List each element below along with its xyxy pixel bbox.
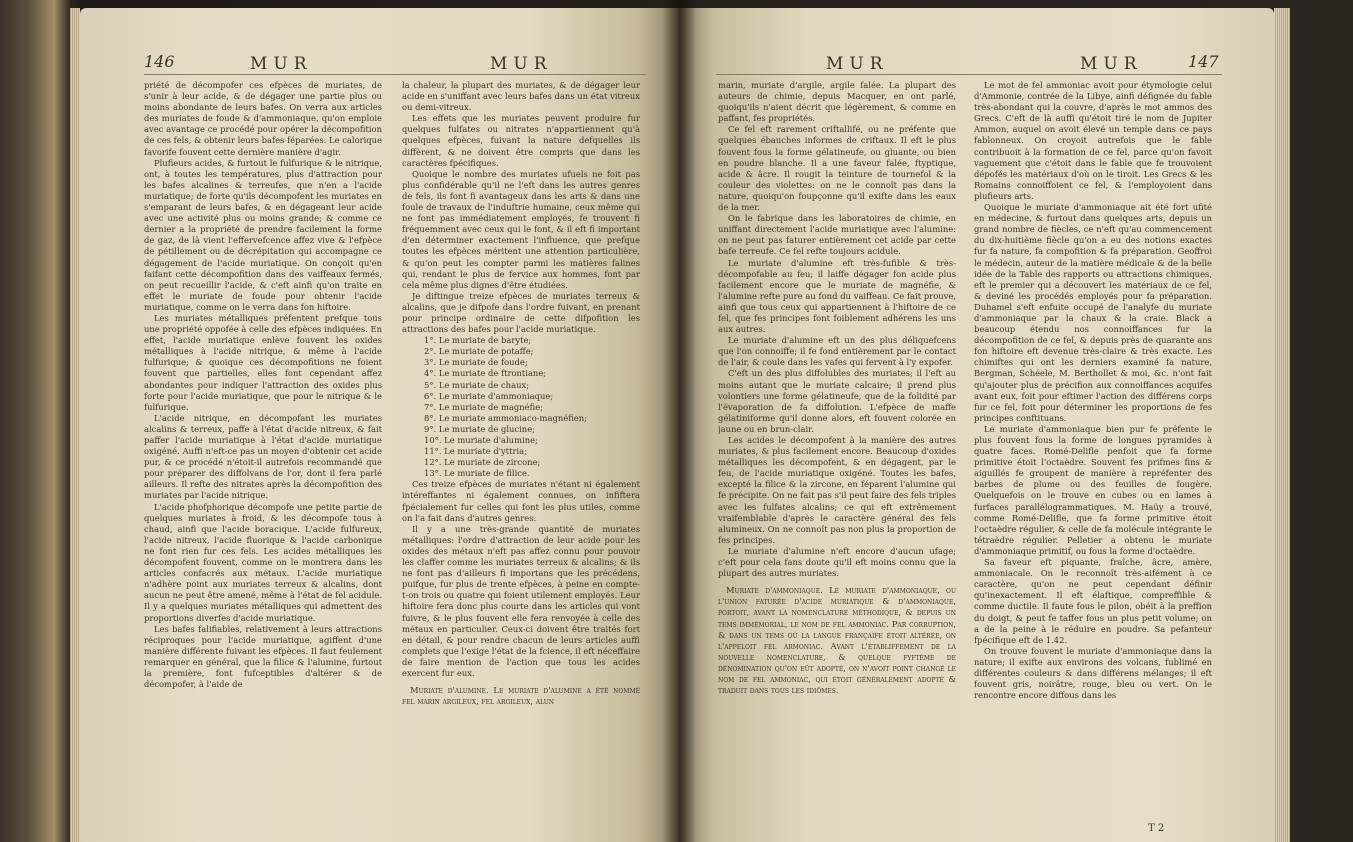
paragraph: Quoique le nombre des muriates ufuels ne foit pas plus confidérable qu'il ne l'eft dans les autres genres de fels, ils font fi avantageux dans les arts & dans une foule de travaux de l'induftrie humaine, ceux même qui ne font pas immédiatement employés, fe trouvent fi fréquemment avec ceux qui le font, & il eft fi important d'en déterminer exactement l'influence, que prefque toutes les efpèces méritent une attention particulière, & qu'on peut les compter parmi les matières falines qui, rendant le plus de fervice aux hommes, font par cela même plus dignes d'être étudiées. [402, 168, 640, 290]
paragraph: Ce fel eft rarement criftallifé, ou ne préfente que quelques ébauches informes de criftaux. Il eft le plus fouvent fous la forme gélatineufe, ou gluante, ou bien en poudre blanche. Il a une faveur falée, ftyptique, acide & âcre. Il rougit la teinture de tournefol & la couleur des violettes: on ne le connoît pas dans la nature, quoiqu'on foupçonne qu'il exifte dans les eaux de la mer. [718, 124, 956, 213]
list-item: 2°. Le muriate de potaffe; [424, 346, 534, 357]
paragraph: Le muriate d'alumine eft très-fufible & très-décompofable au feu; il laiffe dégager fon acide plus facilement encore que le muriate de magnéfie, & l'alumine refte pure au fond du vaiffeau. Ce fait prouve, ainfi que tous ceux qui appartiennent à l'hiftoire de ce fel, que fes principes font foiblement adhérens les uns aux autres. [718, 257, 956, 335]
left-column-1 [144, 80, 382, 840]
right-column-1 [718, 80, 956, 840]
list-item: 8°. Le muriate ammoniaco-magnéfien; [424, 412, 587, 423]
list-item: 9°. Le muriate de glucine; [424, 423, 535, 434]
paragraph: On trouve fouvent le muriate d'ammoniaque dans la nature; il exifte aux environs des volcans, fublimé en différentes couleurs & dans différens mélanges; il eft fouvent gris, noirâtre, rouge, bleu ou vert. On le rencontre encore diffous dans les [974, 645, 1212, 701]
paragraph: Les acides le décompofent à la manière des autres muriates, & plus facilement encore. Beaucoup d'oxides métalliques les décompofent, & en dégagent, par le feu, de l'acide muriatique oxigéné. Toutes les bafes, excepté la filice & la zircone, en féparent l'alumine qui fe précipite. On ne fait pas s'il peut faire des fels triples avec les fulfates alcalins; ce qui eft extrêmement vraifemblable d'après le caractère général des fels alumineux. On ne connoît pas non plus la proportion de fes principes. [718, 435, 956, 545]
list-item: 7°. Le muriate de magnéfie; [424, 401, 544, 412]
header-rule-right [716, 74, 1222, 75]
paragraph: Ces treize efpèces de muriates n'étant ni également intéreffantes ni également connues, on infiftera fpécialement fur celles qui font les plus utiles, comme on l'a fait dans d'autres genres. [402, 479, 640, 523]
list-item: 1°. Le muriate de baryte; [424, 335, 532, 346]
paragraph: Il y a une très-grande quantité de muriates métalliques: l'ordre d'attraction de leur acide pour les oxides des métaux n'eft pas affez connu pour pouvoir les claffer comme les muriates terreux & alcalins; & ils ne font pas d'ailleurs fi importans que les précédens, puifque, fur plus de trente efpèces, à peine en compte-t-on trois ou quatre qui foient utilement employés. Leur hiftoire fera donc plus courte dans les articles qui vont fuivre, & le plus fouvent elle fera renvoyée à celle des métaux en particulier. Ceux-ci doivent être traités fort en détail, & pour rendre chacun de leurs articles auffi complets que l'exige l'état de la fcience, il eft néceffaire de faire mention de l'action que tous les acides exercent fur eux. [402, 523, 640, 678]
running-head-left-1: MUR [250, 54, 313, 74]
paragraph: Le mot de fel ammoniac avoit pour étymologie celui d'Ammonie, contrée de la Libye, ainfi défignée du fable très-abondant qui la couvre, d'après le mot ammos des Grecs. C'eft de là auffi qu'étoit tiré le nom de Jupiter Ammon, auquel on avoit élevé un temple dans ce pays fablonneux. On croyoit autrefois que le fable contribuoit à la formation de ce fel, parce qu'on favoit vaguement que c'étoit dans le fable que fe trouvoient dépofés les matériaux d'où on le tiroit. Les Grecs & les Romains connoiffoient ce fel, & l'employoient dans plufieurs arts. [974, 80, 1212, 201]
paragraph: Les muriates métalliques préfentent prefque tous une propriété oppofée à celle des efpèces indiquées. En effet, l'acide muriatique enlève fouvent les oxides métalliques à l'acide nitrique, & même à l'acide fulfurique; & quoique ces décompofitions ne foient fouvent que partielles, elles font cependant affez abondantes pour indiquer l'attraction des oxides plus forte pour l'acide muriatique, que pour le nitrique & le fulfurique. [144, 312, 382, 412]
list-item: 5°. Le muriate de chaux; [424, 379, 530, 390]
section-heading: Muriate d'ammoniaque. Le muriate d'ammoniaque, ou l'union faturée d'acide muriatique & d'ammoniaque, portoit, avant la nomenclature méthodique, & depuis un tems immémorial, le nom de fel ammoniac. Par corruption, & dans un tems où la langue françaife étoit altérée, on l'appeloit fel armoniac. Avant l'établiffement de la nouvelle nomenclature, & quelque fyftème de dénomination qu'on eût adopté, on n'avoit point changé le nom de fel ammoniac, qui étoit généralement adopté & traduit dans tous les idiômes. [718, 585, 956, 696]
paragraph: Le muriate d'alumine n'eft encore d'aucun ufage; c'eft pour cela fans doute qu'il eft moins connu que la plupart des autres muriates. [718, 545, 956, 579]
paragraph: priété de décompofer ces efpèces de muriates, de s'unir à leur acide, & de dégager une partie plus ou moins abondante de leurs bafes. On verra aux articles des muriates de foude & d'ammoniaque, qu'on emploie avec avantage ce procédé pour opérer la décompofition de ces fels, & obtenir leurs bafes féparées. Le calorique favorife fouvent cette dernière manière d'agir. [144, 80, 382, 157]
paragraph: Le muriate d'ammoniaque bien pur fe préfente le plus fouvent fous la forme de longues pyramides à quatre faces. Romé-Delifle penfoit que fa forme primitive étoit l'octaèdre. Souvent fes prifmes fins & aiguillés fe groupent de manière à repréfenter des barbes de plume ou des feuilles de fougère. Quelquefois on le trouve en cubes ou en lames à furfaces parallélogrammatiques. M. Haüy a trouvé, comme Romé-Delifle, que fa forme primitive étoit l'octaèdre régulier, & celle de fa molécule intégrante le tétraèdre régulier. Pelletier a obtenu le muriate d'ammoniaque primitif, ou fous la forme d'octaèdre. [974, 423, 1212, 556]
paragraph: Quoique le muriate d'ammoniaque ait été fort ufité en médecine, & furtout dans quelques arts, depuis un grand nombre de fiècles, ce n'eft qu'au commencement du dix-huitième fiècle qu'on a eu des notions exactes fur fa nature, fa compofition & fa préparation. Geoffroi le médecin, auteur de la matière médicale & de la belle idée de la Table des rapports ou attractions chimiques, eft le premier qui a découvert les matériaux de ce fel, & deviné les procédés employés pour fa préparation. Duhamel s'eft enfuite occupé de l'analyfe du muriate d'ammoniaque par la chaux & la craie. Black a beaucoup étendu nos connoiffances fur la décompofition de ce fel, & depuis près de quarante ans fon hiftoire eft devenue très-claire & très exacte. Les chimiftes qui ont les derniers examiné fa nature, Bergman, Schéele, M. Berthollet & moi, &c. n'ont fait qu'ajouter plus de précifion aux connoiffances acquifes avant eux, foit pour eftimer l'action des différens corps fur ce fel, foit pour déterminer les proportions de fes principes conftituans. [974, 202, 1212, 423]
list-item: 3°. Le muriate de foude; [424, 357, 528, 368]
page-edges-left [70, 8, 80, 842]
page-number-right: 147 [1188, 52, 1219, 71]
paragraph: C'eft un des plus diffolubles des muriates; il l'eft au moins autant que le muriate calcaire; il prend plus volontiers une forme gélatineufe, que de la folidité par l'évaporation de fa diffolution. L'efpèce de maffe gélatiniforme qu'il donne alors, eft fouvent colorée en jaune ou en brun-clair. [718, 368, 956, 434]
list-item: 13°. Le muriate de filice. [424, 468, 530, 479]
left-column-2 [402, 80, 640, 840]
paragraph: la chaleur, la plupart des muriates, & de dégager leur acide en s'uniffant avec leurs bafes dans un état vitreux ou demi-vitreux. [402, 80, 640, 113]
paragraph: Le muriate d'alumine eft un des plus déliquefcens que l'on connoiffe; il fe fond entièrement par le contact de l'air, & coule dans les vafes qui fervent à l'y expofer. [718, 335, 956, 368]
running-head-left-2: MUR [490, 54, 553, 74]
paragraph: On le fabrique dans les laboratoires de chimie, en uniffant directement l'acide muriatique avec l'alumine: on ne peut pas faturer entièrement cet acide par cette bafe terreufe. Ce fel refte toujours acidule. [718, 213, 956, 257]
paragraph: Je diftingue treize efpèces de muriates terreux & alcalins, que je difpofe dans l'ordre fuivant, en prenant pour principe ordinaire de cette difpofition les attractions des bafes pour l'acide muriatique. [402, 290, 640, 335]
left-page [80, 8, 678, 842]
paragraph: Plufieurs acides, & furtout le fulfurique & le nitrique, ont, à toutes les températures, plus d'attraction pour les bafes alcalines & terreufes, que n'en a l'acide muriatique; de forte qu'ils décompofent les muriates en s'emparant de leurs bafes, & en dégageant leur acide avec une activité plus ou moins grande; & comme ce dernier a la propriété de prendre facilement la forme de gaz, de là vient l'effervefcence affez vive & l'efpèce de pétillement ou de décrépitation qui accompagne ce dégagement de l'acide muriatique. On conçoit qu'en faifant cette décompofition dans des vaiffeaux fermés, on peut recueillir l'acide, & c'eft ainfi qu'on traite en effet le muriate de foude pour obtenir l'acide muriatique, comme on le verra dans fon hiftoire. [144, 157, 382, 312]
list-item: 4°. Le muriate de ftrontiane; [424, 368, 547, 379]
paragraph: Sa faveur eft piquante, fraîche, âcre, amère, ammoniacale. On le reconnoît très-aifément à ce caractère, qu'on ne peut cependant définir qu'inexactement. Il eft élaftique, compreffible & comme ductile. Il faute fous le pilon, obéit à la preffion du doigt, & peut fe taffer fous un plus petit volume; on a de la peine à le réduire en poudre. Sa pefanteur fpécifique eft de 1.42. [974, 557, 1212, 645]
paragraph: L'acide nitrique, en décompofant les muriates alcalins & terreux, paffe à l'état d'acide nitreux, & fait paffer l'acide muriatique à l'état d'acide muriatique oxigéné. Auffi n'eft-ce pas un moyen d'obtenir cet acide pur, & ce procédé n'étoit-il autrefois recommandé que pour préparer des diffolvans de l'or, dont il fera parlé ailleurs. Il refte des nitrates après la décompofition des muriates par l'acide nitrique. [144, 412, 382, 501]
book-gutter [662, 0, 696, 842]
paragraph: Les effets que les muriates peuvent produire fur quelques fulfates ou nitrates n'appartiennent qu'à quelques efpèces, fuivant la nature defquelles ils diffèrent, & ne doivent être compris que dans les caractères fpécifiques. [402, 113, 640, 168]
page-edges-right [1274, 8, 1290, 842]
signature-mark: T 2 [1148, 823, 1165, 834]
list-item: 12°. Le muriate de zircone; [424, 457, 541, 468]
section-heading: Muriate d'alumine. Le muriate d'alumine a été nommé fel marin argileux, fel argileux, alun [402, 685, 640, 707]
header-rule-left [144, 74, 646, 75]
running-head-right-2: MUR [1080, 54, 1143, 74]
page-number-left: 146 [144, 52, 175, 71]
paragraph: marin, muriate d'argile, argile falée. La plupart des auteurs de chimie, depuis Macquer, en ont parlé, quoiqu'ils n'aient décrit que légèrement, & comme en paffant, fes propriétés. [718, 80, 956, 124]
list-item: 6°. Le muriate d'ammoniaque; [424, 390, 554, 401]
paragraph: L'acide phofphorique décompofe une petite partie de quelques muriates à froid, & les décompofe tous à chaud, ainfi que l'acide boracique. L'acide fulfureux, l'acide nitreux, l'acide fluorique & l'acide carbonique ne font rien fur ces fels. Les acides métalliques les décompofent fouvent, comme on le montrera dans les articles confacrés aux métaux. L'acide muriatique n'adhère point aux muriates terreux & alcalins, dont aucun ne peut être amené, même à l'état de fel acidule. Il y a quelques muriates métalliques qui admettent des proportions diverfes d'acide muriatique. [144, 501, 382, 623]
right-column-2 [974, 80, 1212, 840]
paragraph: Les bafes falifiables, relativement à leurs attractions réciproques pour l'acide muriatique, agiffent d'une manière différente fuivant les efpèces. Il faut feulement remarquer en général, que la filice & l'alumine, furtout la première, font fufceptibles d'altérer & de décompofer, à l'aide de [144, 623, 382, 690]
list-item: 10°. Le muriate d'alumine; [424, 435, 538, 445]
list-item: 11°. Le muriate d'yttria; [424, 446, 527, 457]
running-head-right-1: MUR [826, 54, 889, 74]
right-page [678, 8, 1274, 842]
